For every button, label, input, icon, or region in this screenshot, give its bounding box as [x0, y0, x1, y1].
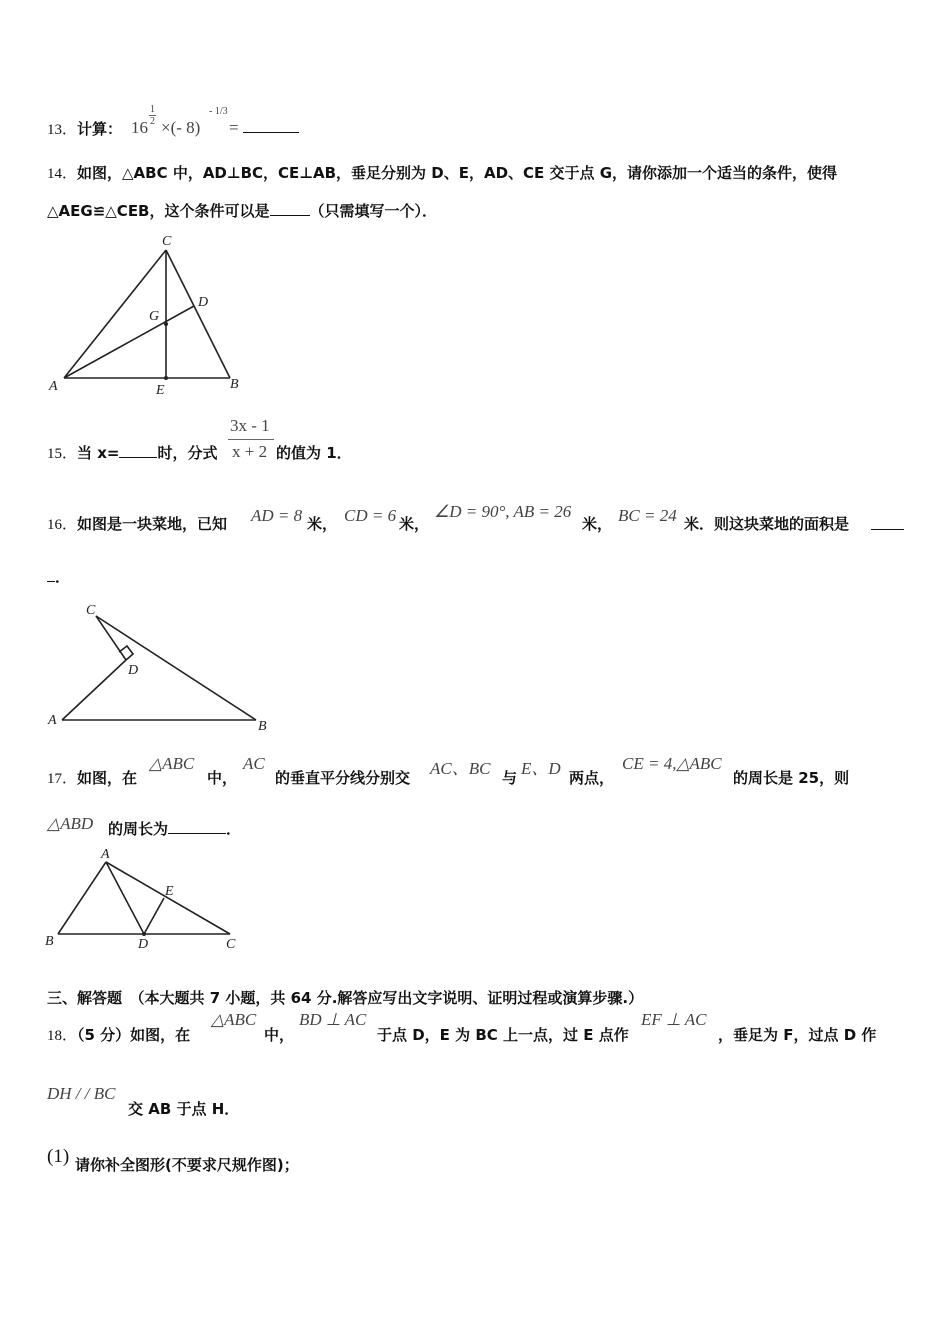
point-e: [164, 376, 168, 380]
label-a: A: [101, 847, 110, 862]
label-d: D: [198, 295, 209, 310]
q15-fraction: 3x - 1 x + 2: [228, 416, 276, 464]
answer-blank[interactable]: [168, 819, 226, 834]
q18-math-abc: △ABC: [211, 1010, 257, 1029]
q16-math-angle: ∠D = 90°, AB = 26: [434, 502, 572, 521]
q14-line1: 14．如图，△ABC 中，AD⊥BC，CE⊥AB，垂足分别为 D、E，AD、CE 交于点 G，请你添加一个适当的条件，使得: [47, 164, 838, 182]
edge-cb: [96, 616, 256, 720]
label-g: G: [149, 309, 160, 324]
label-c: C: [162, 234, 172, 249]
q18-sub1: (1): [47, 1146, 70, 1167]
point-g: [164, 322, 168, 326]
answer-blank[interactable]: [871, 515, 904, 530]
q13-expression: 16 1 2 ×(- 8) - 1/3 =: [131, 104, 301, 138]
label-e: E: [165, 884, 174, 899]
q17-math-ac: AC: [243, 754, 265, 773]
edge-da: [62, 660, 126, 720]
q16-math-ad: AD = 8: [251, 506, 303, 525]
label-a: A: [48, 713, 57, 728]
answer-blank[interactable]: [119, 443, 157, 458]
q18-sub1-text: 请你补全图形(不要求尺规作图)；: [75, 1156, 299, 1174]
answer-blank-cont[interactable]: [47, 567, 55, 582]
q17-math-ce: CE = 4,△ABC: [622, 754, 722, 773]
point-d: [142, 932, 146, 936]
altitude-ad: [64, 306, 194, 378]
edge-cd: [96, 616, 126, 660]
q13: 13．计算：: [47, 120, 123, 138]
q17-figure: [40, 844, 250, 956]
q16-figure: [40, 598, 280, 738]
label-a: A: [49, 379, 58, 394]
edge-cb: [166, 250, 230, 378]
q16-line2: ．: [47, 566, 70, 587]
q17-math-ed: E、D: [521, 759, 561, 778]
section-heading: 三、解答题 （本大题共 7 小题，共 64 分.解答应写出文字说明、证明过程或演算步骤.）: [47, 989, 644, 1007]
q17-line1: 17．如图，在: [47, 769, 138, 787]
label-d: D: [128, 663, 139, 678]
label-d: D: [138, 937, 149, 952]
q18-math-dh: DH / / BC: [47, 1084, 116, 1103]
q15: 15．当 x= 时，分式: [47, 444, 218, 462]
segment-de: [144, 898, 164, 934]
q18-math-bd: BD ⊥ AC: [299, 1010, 367, 1029]
q16-line1: 16．如图是一块菜地，已知: [47, 515, 228, 533]
label-b: B: [230, 377, 239, 392]
label-c: C: [86, 603, 96, 618]
fraction-bar: [228, 439, 274, 440]
q18-line1: 18．（5 分）如图，在: [47, 1026, 191, 1044]
label-c: C: [226, 937, 236, 952]
q18-math-ef: EF ⊥ AC: [641, 1010, 707, 1029]
edge-ba: [58, 862, 106, 934]
answer-blank[interactable]: [243, 118, 299, 133]
label-e: E: [156, 383, 165, 398]
label-b: B: [258, 719, 267, 734]
label-b: B: [45, 934, 54, 949]
q14-figure: [40, 228, 260, 400]
q16-math-cd: CD = 6: [344, 506, 397, 525]
q17-math-abc: △ABC: [149, 754, 195, 773]
q17-math-abd: △ABD: [47, 814, 94, 833]
q17-line2: 的周长为 ．: [108, 820, 242, 838]
q15-tail: 的值为 1．: [276, 444, 352, 462]
q16-math-bc: BC = 24: [618, 506, 677, 525]
q17-math-acbc: AC、BC: [430, 759, 491, 778]
q14-line2: △AEG≌△CEB，这个条件可以是 （只需填写一个）．: [47, 202, 438, 220]
answer-blank[interactable]: [270, 201, 310, 216]
